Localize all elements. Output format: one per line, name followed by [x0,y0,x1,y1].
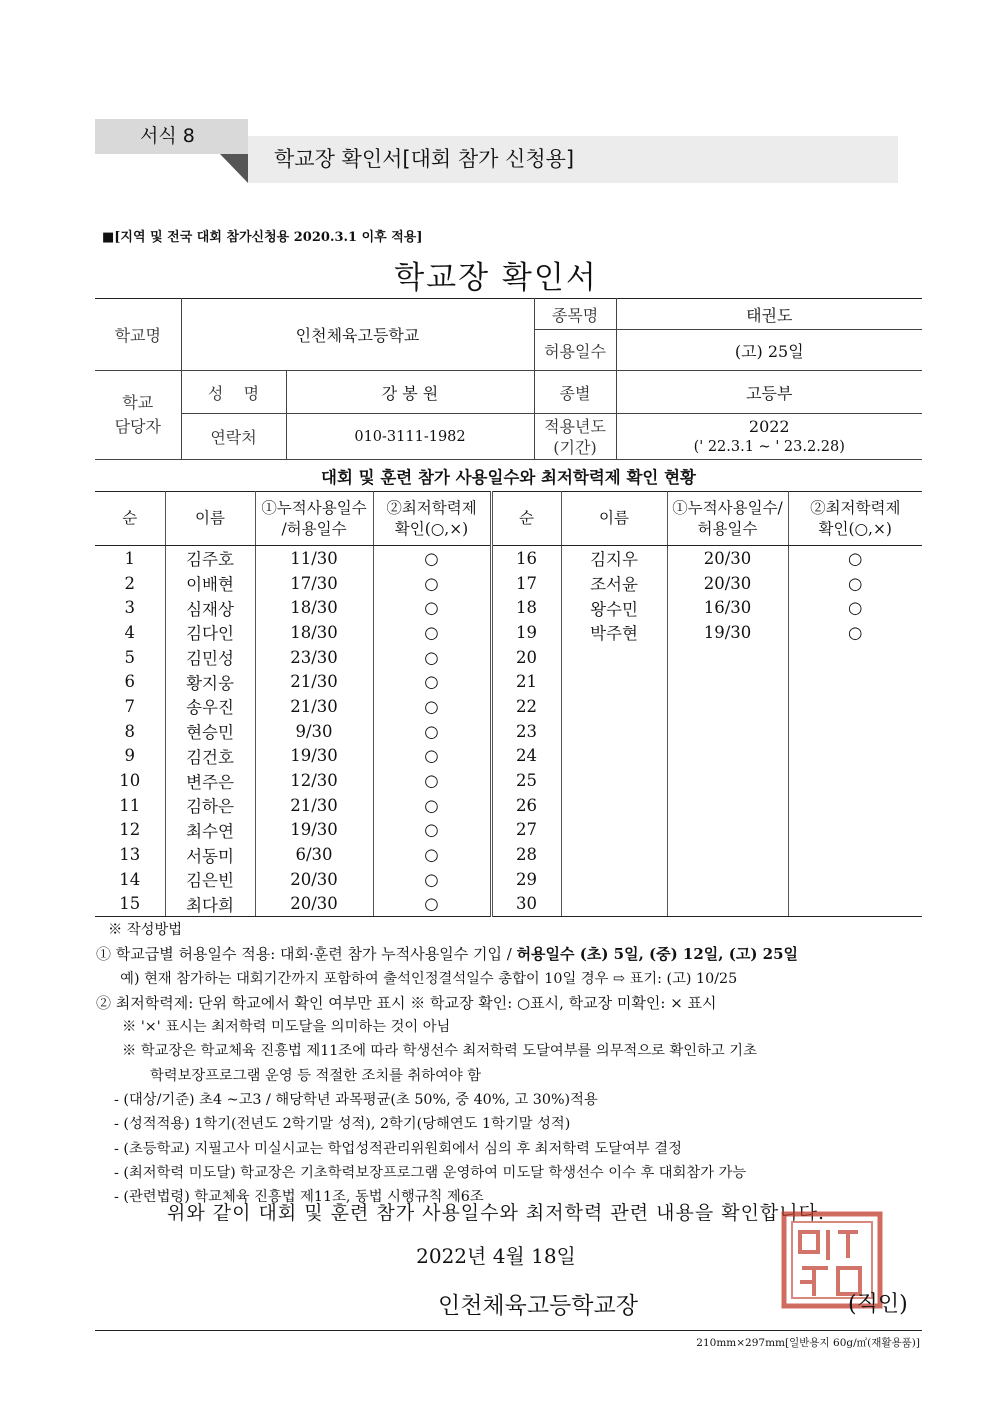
row-no: 6 [95,669,165,694]
row-name: 김은빈 [165,867,255,892]
row-name: 최수연 [165,818,255,843]
row-min-check: ○ [373,546,491,571]
event-value: 태권도 [616,299,922,330]
year-value: 2022 [748,416,790,436]
row-days: 11/30 [255,546,373,571]
row-min-check-right [788,645,922,670]
row-no-right: 30 [491,892,561,917]
table-row [95,645,922,670]
header-days-right-line2: 허용일수 [697,519,758,538]
name-label: 성 명 [181,371,286,414]
row-no-right: 21 [491,669,561,694]
note-1 [96,942,798,966]
row-days: 12/30 [255,768,373,793]
row-min-check: ○ [373,842,491,867]
header-days [255,492,373,546]
contact-value: 010-3111-1982 [286,414,534,460]
note-1-limits: 허용일수 (초) 5일, (중) 12일, (고) 25일 [516,945,799,964]
row-days-right [667,744,788,769]
row-min-check-right [788,744,922,769]
row-min-check-right [788,818,922,843]
paper-spec: 210mm×297mm[일반용지 60g/㎡(재활용품)] [696,1337,920,1349]
school-info-table [95,298,922,460]
participation-table [95,491,922,917]
row-min-check: ○ [373,867,491,892]
row-days-right: 16/30 [667,595,788,620]
confirmation-statement: 위와 같이 대회 및 훈련 참가 사용일수와 최저학력 관련 내용을 확인합니다. [166,1202,826,1224]
row-no: 12 [95,818,165,843]
note-3: ※ '×' 표시는 최저학력 미도달을 의미하는 것이 아님 [122,1019,451,1036]
row-name: 송우진 [165,694,255,719]
row-no: 15 [95,892,165,917]
row-name-right [561,793,667,818]
row-name-right: 왕수민 [561,595,667,620]
manager-label: 학교 담당자 [95,371,181,460]
row-min-check-right [788,842,922,867]
row-days: 6/30 [255,842,373,867]
header-min-right-line1: ②최저학력제 [810,498,901,517]
row-days-right [667,669,788,694]
note-1-text: ① 학교급별 허용일수 적용: 대회·훈련 참가 누적사용일수 기입 / [96,945,517,964]
row-days-right: 20/30 [667,546,788,571]
footer-rule [95,1330,922,1331]
header-min-right-line2: 확인(○,×) [818,519,892,538]
bullet-below-minimum: - (최저학력 미도달) 학교장은 기초학력보장프로그램 운영하여 미도달 학생선수 이수 후 대회참가 가능 [114,1164,747,1181]
row-days-right [667,793,788,818]
event-label: 종목명 [534,299,616,330]
header-no-right: 순 [491,492,561,546]
section-title: 대회 및 훈련 참가 사용일수와 최저학력제 확인 현황 [321,468,696,487]
row-no: 2 [95,571,165,596]
row-min-check-right [788,669,922,694]
writing-notes [96,918,799,1210]
row-name-right [561,818,667,843]
header-days-right [667,492,788,546]
row-days: 19/30 [255,818,373,843]
year-label-line2: (기간) [553,437,597,457]
row-name: 황지웅 [165,669,255,694]
row-name: 현승민 [165,719,255,744]
note-2: ② 최저학력제: 단위 학교에서 확인 여부만 표시 ※ 학교장 확인: ○표시, 학교장 미확인: × 표시 [96,993,717,1012]
header-name-right: 이름 [561,492,667,546]
row-days-right [667,818,788,843]
table-row [95,620,922,645]
row-name-right [561,694,667,719]
row-name-right [561,842,667,867]
name-value: 강 봉 원 [286,371,534,414]
table-row [95,768,922,793]
row-days: 18/30 [255,595,373,620]
note-1-example: 예) 현재 참가하는 대회기간까지 포함하여 출석인정결석일수 총합이 10일 경우 ⇨ 표기: (고) 10/25 [102,970,738,987]
header-days-line2: /허용일수 [281,519,347,538]
row-no-right: 29 [491,867,561,892]
row-min-check-right [788,719,922,744]
period-value: (' 22.3.1 ~ ' 23.2.28) [693,438,845,455]
table-row [95,719,922,744]
header-days-line1: ①누적사용일수 [261,498,367,517]
row-min-check-right [788,793,922,818]
row-min-check: ○ [373,818,491,843]
row-name: 김하은 [165,793,255,818]
row-min-check-right [788,768,922,793]
row-min-check: ○ [373,645,491,670]
row-min-check: ○ [373,768,491,793]
row-no-right: 17 [491,571,561,596]
bullet-target: - (대상/기준) 초4 ~고3 / 해당학년 과목평균(초 50%, 중 40%, 고 30%)적용 [114,1092,598,1109]
table-row [95,892,922,917]
type-value: 고등부 [616,371,922,414]
row-days: 23/30 [255,645,373,670]
row-no: 11 [95,793,165,818]
row-name: 변주은 [165,768,255,793]
row-name-right [561,744,667,769]
school-label: 학교명 [95,299,181,371]
row-min-check-right [788,892,922,917]
row-min-check-right: ○ [788,595,922,620]
row-min-check: ○ [373,694,491,719]
row-days: 9/30 [255,719,373,744]
header-min [373,492,491,546]
row-no: 9 [95,744,165,769]
scope-note: ■[지역 및 전국 대회 참가신청용 2020.3.1 이후 적용] [102,230,423,245]
row-name: 김건호 [165,744,255,769]
row-days-right [667,892,788,917]
row-name-right [561,669,667,694]
row-days-right: 20/30 [667,571,788,596]
notes-heading: ※ 작성방법 [108,922,183,938]
row-no: 13 [95,842,165,867]
row-no-right: 24 [491,744,561,769]
form-title: 학교장 확인서[대회 참가 신청용] [248,136,898,183]
header-min-line1: ②최저학력제 [386,498,477,517]
row-min-check: ○ [373,793,491,818]
row-days-right [667,867,788,892]
table-row [95,867,922,892]
row-name-right: 박주현 [561,620,667,645]
row-min-check-right: ○ [788,620,922,645]
days-label: 허용일수 [534,330,616,371]
header-min-line2: 확인(○,×) [394,519,469,538]
row-name: 서동미 [165,842,255,867]
row-days: 19/30 [255,744,373,769]
row-days-right [667,645,788,670]
year-label-line1: 적용년도 [544,416,606,436]
row-no-right: 16 [491,546,561,571]
row-min-check: ○ [373,744,491,769]
table-row [95,669,922,694]
row-no-right: 20 [491,645,561,670]
row-min-check: ○ [373,620,491,645]
row-no: 5 [95,645,165,670]
type-label: 종별 [534,371,616,414]
row-name: 김민성 [165,645,255,670]
issue-date: 2022년 4월 18일 [416,1244,576,1268]
row-min-check: ○ [373,571,491,596]
row-name-right [561,768,667,793]
row-name: 김주호 [165,546,255,571]
row-no: 10 [95,768,165,793]
row-name: 이배현 [165,571,255,596]
table-row [95,694,922,719]
row-no: 3 [95,595,165,620]
row-min-check: ○ [373,719,491,744]
row-name: 심재상 [165,595,255,620]
row-min-check: ○ [373,892,491,917]
header-no: 순 [95,492,165,546]
document-title: 학교장 확인서 [394,260,598,296]
bullet-elementary: - (초등학교) 지필고사 미실시교는 학업성적관리위원회에서 심의 후 최저학력 도달여부 결정 [114,1140,682,1157]
row-no: 8 [95,719,165,744]
row-name-right: 김지우 [561,546,667,571]
row-days-right [667,768,788,793]
row-no-right: 18 [491,595,561,620]
days-value: (고) 25일 [616,330,922,371]
row-name: 최다희 [165,892,255,917]
principal-signature: 인천체육고등학교장 [438,1293,638,1319]
row-days-right [667,719,788,744]
row-days: 21/30 [255,793,373,818]
table-row [95,842,922,867]
table-row [95,744,922,769]
bullet-law: - (관련법령) 학교체육 진흥법 제11조, 동법 시행규칙 제6조 [114,1189,484,1206]
contact-label: 연락처 [181,414,286,460]
row-no-right: 25 [491,768,561,793]
row-min-check-right: ○ [788,546,922,571]
row-days: 21/30 [255,694,373,719]
row-no: 4 [95,620,165,645]
row-days: 20/30 [255,892,373,917]
row-no-right: 22 [491,694,561,719]
table-row [95,595,922,620]
table-row [95,571,922,596]
row-no-right: 23 [491,719,561,744]
official-seal-label: (직인) [848,1292,908,1317]
row-days: 17/30 [255,571,373,596]
row-days-right [667,694,788,719]
row-min-check-right [788,867,922,892]
row-no: 1 [95,546,165,571]
row-name-right: 조서윤 [561,571,667,596]
row-min-check-right [788,694,922,719]
year-value-cell [616,414,922,460]
row-no-right: 28 [491,842,561,867]
row-no: 7 [95,694,165,719]
row-min-check-right: ○ [788,571,922,596]
table-row [95,818,922,843]
row-no-right: 26 [491,793,561,818]
row-min-check: ○ [373,669,491,694]
row-no-right: 27 [491,818,561,843]
header-min-right [788,492,922,546]
row-days-right: 19/30 [667,620,788,645]
form-number: 서식 8 [95,119,248,154]
row-name-right [561,892,667,917]
row-days: 18/30 [255,620,373,645]
row-no-right: 19 [491,620,561,645]
header-name: 이름 [165,492,255,546]
row-name: 김다인 [165,620,255,645]
row-min-check: ○ [373,595,491,620]
bullet-grades: - (성적적용) 1학기(전년도 2학기말 성적), 2학기(당해연도 1학기말 성적) [114,1116,571,1133]
form-tab-corner [220,154,248,183]
row-days: 20/30 [255,867,373,892]
row-days: 21/30 [255,669,373,694]
year-label [534,414,616,460]
header-days-right-line1: ①누적사용일수/ [672,498,783,517]
row-name-right [561,867,667,892]
row-no: 14 [95,867,165,892]
row-name-right [561,645,667,670]
table-row [95,793,922,818]
note-4-cont: 학력보장프로그램 운영 등 적절한 조치를 취하여야 함 [150,1067,482,1084]
row-name-right [561,719,667,744]
table-row [95,546,922,571]
note-4: ※ 학교장은 학교체육 진흥법 제11조에 따라 학생선수 최저학력 도달여부를 의무적으로 확인하고 기초 [122,1043,757,1060]
school-value: 인천체육고등학교 [181,299,534,371]
row-days-right [667,842,788,867]
